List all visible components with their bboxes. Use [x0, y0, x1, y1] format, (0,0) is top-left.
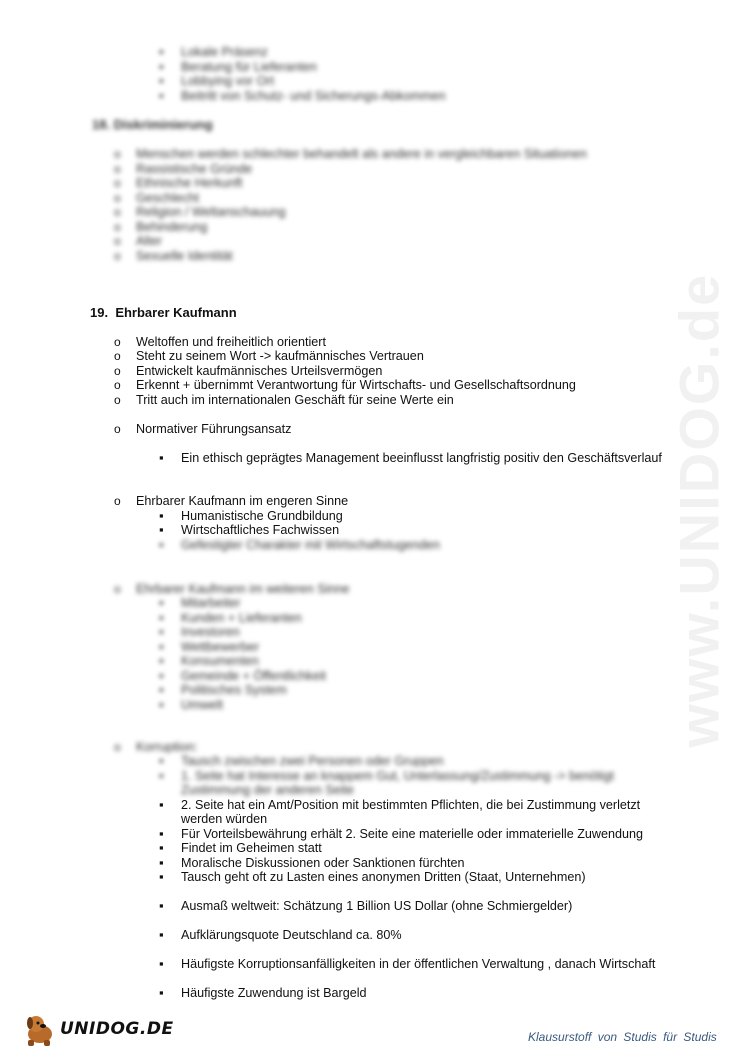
list-item: ▪ Kunden + Lieferanten: [181, 611, 302, 626]
logo-text: UNIDOG.DE: [60, 1019, 174, 1039]
list-item: o Korruption:: [136, 740, 198, 755]
list-item: ▪ Tausch zwischen zwei Personen oder Gruppen: [181, 754, 444, 769]
list-item: ▪ Konsumenten: [181, 654, 259, 669]
list-item: ▪ Gemeinde + Öffentlichkeit: [181, 669, 326, 684]
list-item: o Ethnische Herkunft: [136, 176, 242, 191]
logo: [22, 1012, 174, 1048]
list-item: o Rassistische Gründe: [136, 162, 252, 177]
list-item: ▪ Beratung für Lieferanten: [181, 60, 317, 75]
list-item: o Geschlecht: [136, 191, 199, 206]
watermark-text: www.UNIDOG.de: [667, 272, 731, 748]
list-item: ▪ Für Vorteilsbewährung erhält 2. Seite eine materielle oder immaterielle Zuwendung: [181, 827, 643, 842]
list-item: ▪ Wettbewerber: [181, 640, 259, 655]
list-item: ▪ 1. Seite hat Interesse an knappem Gut, Unterlassung/Zustimmung -> benötigt: [181, 769, 614, 784]
list-item: o Steht zu seinem Wort -> kaufmännisches Vertrauen: [136, 349, 424, 364]
list-item: ▪ Ein ethisch geprägtes Management beeinflusst langfristig positiv den Geschäftsverlauf: [181, 451, 662, 466]
list-item: ▪ Gefestigter Charakter mit Wirtschaftstugenden: [181, 538, 440, 553]
dog-icon: [22, 1012, 62, 1048]
section-number: 19.: [90, 305, 109, 320]
list-item: o Sexuelle Identität: [136, 249, 233, 264]
list-item: o Tritt auch im internationalen Geschäft für seine Werte ein: [136, 393, 454, 408]
list-item: o Ehrbarer Kaufmann im weiteren Sinne: [136, 582, 350, 597]
list-item: ▪ Lokale Präsenz: [181, 45, 268, 60]
list-item: ▪ Mitarbeiter: [181, 596, 241, 611]
list-item-continuation: Zustimmung der anderen Seite: [181, 783, 354, 797]
section-heading: 18. Diskriminierung: [92, 117, 213, 132]
list-item: o Ehrbarer Kaufmann im engeren Sinne: [136, 494, 348, 509]
list-item: ▪ Politisches System: [181, 683, 287, 698]
list-item: ▪ Wirtschaftliches Fachwissen: [181, 523, 339, 538]
list-item: ▪ Moralische Diskussionen oder Sanktionen fürchten: [181, 856, 465, 871]
list-item-continuation: werden würden: [181, 812, 268, 826]
list-item: o Behinderung: [136, 220, 207, 235]
list-item: ▪ Häufigste Korruptionsanfälligkeiten in der öffentlichen Verwaltung , danach Wirtschaft: [181, 957, 655, 972]
list-item: ▪ Ausmaß weltweit: Schätzung 1 Billion US Dollar (ohne Schmiergelder): [181, 899, 572, 914]
section-title: Ehrbarer Kaufmann: [115, 305, 237, 320]
list-item: o Entwickelt kaufmännisches Urteilsvermögen: [136, 364, 382, 379]
list-item: ▪ Tausch geht oft zu Lasten eines anonymen Dritten (Staat, Unternehmen): [181, 870, 586, 885]
list-item: ▪ Findet im Geheimen statt: [181, 841, 322, 856]
list-item: o Normativer Führungsansatz: [136, 422, 291, 437]
list-item: ▪ Umwelt: [181, 698, 223, 713]
list-item: ▪ Investoren: [181, 625, 240, 640]
list-item: o Alter: [136, 234, 162, 249]
list-item: ▪ Lobbying vor Ort: [181, 74, 274, 89]
list-item: ▪ 2. Seite hat ein Amt/Position mit bestimmten Pflichten, die bei Zustimmung verletzt: [181, 798, 640, 813]
section-heading: [90, 306, 237, 321]
list-item: o Erkennt + übernimmt Verantwortung für Wirtschafts- und Gesellschaftsordnung: [136, 378, 576, 393]
list-item: o Weltoffen und freiheitlich orientiert: [136, 335, 326, 350]
list-item: ▪ Aufklärungsquote Deutschland ca. 80%: [181, 928, 402, 943]
footer-tagline: Klausurstoff von Studis für Studis: [528, 1030, 717, 1044]
list-item: ▪ Häufigste Zuwendung ist Bargeld: [181, 986, 367, 1001]
list-item: ▪ Humanistische Grundbildung: [181, 509, 343, 524]
list-item: o Menschen werden schlechter behandelt als andere in vergleichbaren Situationen: [136, 147, 587, 162]
watermark: [660, 272, 740, 748]
list-item: ▪ Beitritt von Schutz- und Sicherungs-Abkommen: [181, 89, 446, 104]
list-item: o Religion / Weltanschauung: [136, 205, 286, 220]
